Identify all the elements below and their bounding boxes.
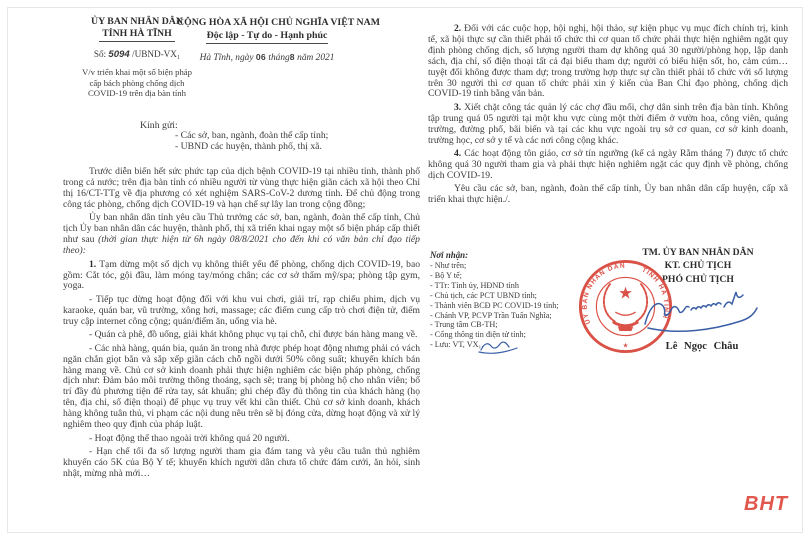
- seal-text-bottom: TỈNH HÀ TĨNH: [640, 266, 670, 320]
- list-item: - Trung tâm CB-TH;: [430, 320, 498, 330]
- salutation-block: [63, 120, 420, 152]
- clerk-initial-signature: [476, 337, 520, 355]
- seal-star-icon: ★: [622, 342, 629, 350]
- paragraph: - Hạn chế tối đa số lượng người tham gia đám tang và yêu cầu tuân thủ nghiêm khuyến cáo 5K của Bộ Y tế; khuyến khích người dân chưa tổ chức đám cưới, ăn hỏi, sinh nhật, mừng nhà mới…: [63, 446, 420, 479]
- list-item: - TTr: Tỉnh ủy, HĐND tỉnh: [430, 280, 519, 290]
- paragraph: - Các nhà hàng, quán bia, quán ăn trong nhà được phép hoạt động nhưng phải có vách ngăn chắn giọt bắn và sắp xếp giãn cách chỗ ngồi dưới 50% công suất; khuyến khích bán hàng mang về. Chủ cơ sở kinh doanh phải thực hiện nghiêm các biện pháp phòng, chống dịch như: Đảm bảo môi trường thông thoáng, sạch sẽ; trang bị phòng hộ cho nhân viên; bố trí đầy đủ phương tiện để rửa tay, sát khuẩn; ghi chép đầy đủ thông tin của khách hàng (họ tên, địa chỉ, số điện thoại) để phục vụ truy vết khi cần thiết. Chủ cơ sở kinh doanh, khách hàng không tuân thủ, vi phạm các nội dung nêu trên sẽ bị đóng cửa, dừng hoạt động và xử lý nghiêm theo quy định của pháp luật.: [63, 342, 420, 431]
- distribution-title: Nơi nhận:: [430, 250, 469, 260]
- list-item: - Các sở, ban, ngành, đoàn thể cấp tỉnh;: [175, 130, 329, 141]
- bht-logo: BHT: [744, 493, 789, 515]
- paragraph: Yêu cầu các sở, ban, ngành, đoàn thể cấp tỉnh, Ủy ban nhân dân cấp huyện, cấp xã triển khai thực hiện./.: [428, 183, 788, 206]
- list-item: - Thành viên BCĐ PC COVID-19 tỉnh;: [430, 300, 559, 310]
- document-subject: [63, 67, 211, 99]
- list-item: - Cổng thông tin điện tử tỉnh;: [430, 330, 526, 340]
- salutation-label: Kính gửi:: [140, 120, 178, 131]
- list-item: cấp bách phòng chống dịch: [89, 77, 185, 88]
- list-item: - Lưu: VT, VX₁.: [430, 340, 484, 350]
- seal-text-top: ỦY BAN NHÂN DÂN: [581, 262, 626, 325]
- paragraph: - Hoạt động thể thao ngoài trời không quá 20 người.: [89, 432, 290, 444]
- paragraph: - Quán cà phê, đồ uống, giải khát không phục vụ tại chỗ, chỉ được bán hàng mang về.: [89, 329, 418, 341]
- national-motto: Độc lập - Tự do - Hạnh phúc: [177, 30, 357, 41]
- paragraph: Trước diễn biến hết sức phức tạp của dịch bệnh COVID-19 tại nhiều tỉnh, thành phố trong cả nước; trên địa bàn tỉnh có nhiều người từ vùng thực hiện giãn cách xã hội theo Chỉ thị 16/CT-TTg về địa phương có xét nghiệm SARS-CoV-2 dương tính. Để chủ động trong công tác phòng, chống dịch COVID-19 và hạn chế sự lây lan trong cộng đồng;: [63, 166, 420, 210]
- document-number-value: 5094: [108, 49, 130, 60]
- issuer-province: TỈNH HÀ TĨNH: [63, 28, 211, 40]
- list-item: V/v triển khai một số biện pháp: [81, 67, 193, 77]
- signer-name: Lê Ngọc Châu: [665, 341, 739, 352]
- national-header-block: [177, 17, 380, 63]
- dateline: Hà Tĩnh, ngày 06 tháng8 năm 2021: [199, 52, 335, 63]
- list-item: COVID-19 trên địa bàn tỉnh: [88, 88, 186, 99]
- national-title: CỘNG HÒA XÃ HỘI CHỦ NGHĨA VIỆT NAM: [177, 17, 380, 28]
- paragraph: 1. Tạm dừng một số dịch vụ không thiết yếu để phòng, chống dịch COVID-19, bao gồm: Cắt tóc, gội đầu, làm móng tay/móng chân; các cơ sở thẩm mỹ/spa; phòng tập gym, yoga.: [63, 258, 420, 292]
- body-left: [63, 167, 420, 480]
- body-right: [428, 24, 788, 206]
- paragraph: - Tiếp tục dừng hoạt động đối với khu vui chơi, giải trí, rạp chiếu phim, dịch vụ karaoke, quán bar, vũ trường, xông hơi, massage; các điểm cung cấp trò chơi điện tử, điểm truy cập internet công cộng; quán/điểm ăn, uống vỉa hè.: [63, 293, 420, 327]
- list-item: - Như trên;: [430, 261, 467, 270]
- list-item: - Chủ tịch, các PCT UBND tỉnh;: [430, 290, 537, 300]
- document-number-suffix: /UBND-VX₁: [132, 49, 181, 59]
- paragraph: 4. Các hoạt động tôn giáo, cơ sở tín ngưỡng (kể cả ngày Rằm tháng 7) được tổ chức không quá 30 người tham gia và phải thực hiện nghiêm ngặt các quy định về phòng, chống dịch COVID-19.: [428, 148, 788, 181]
- salutation-recipients: [175, 131, 420, 152]
- list-item: - Bộ Y tế;: [430, 270, 462, 280]
- paragraph: 2. Đối với các cuộc họp, hội nghị, hội thảo, sự kiện phục vụ mục đích chính trị, kinh tế, xã hội thực sự cần thiết phải tổ chức thì cơ quan tổ chức phải thực hiện nghiêm ngặt quy định phòng chống dịch, số lượng người tham dự không quá 30 người/phòng họp, lập danh sách, địa chỉ, số điện thoại tất cả đại biểu tham dự; người có biểu hiện sốt, ho, cảm cúm… tuyệt đối không được tham dự; trong trường hợp thực sự cần thiết phải tổ chức với số lượng trên 30 người thì cơ quan tổ chức phải xin ý kiến của Ban Chỉ đạo phòng, chống dịch COVID-19 tỉnh bằng văn bản.: [428, 23, 788, 100]
- right-page-column: [428, 24, 788, 209]
- signature-position: PHÓ CHỦ TỊCH: [662, 273, 734, 285]
- paragraph: 3. Xiết chặt công tác quản lý các chợ đầu mối, chợ dân sinh trên địa bàn tỉnh. Không tập trung quá 05 người tại một khu vực cùng một thời điểm ở vườn hoa, công viên, quảng trường, đường phố, bãi biển và tại các khu vực ngoài trụ sở cơ quan, cơ sở kinh doanh, trường học, cơ sở y tế và các nơi công cộng khác.: [428, 101, 788, 146]
- list-item: - Chánh VP, PCVP Trần Tuấn Nghĩa;: [430, 310, 552, 320]
- signature-capacity: KT. CHỦ TỊCH: [664, 260, 732, 272]
- left-page-column: [63, 16, 420, 482]
- signer-signature: [638, 283, 763, 335]
- issuer-name: ỦY BAN NHÂN DÂN: [91, 16, 183, 27]
- svg-text:★: ★: [618, 283, 633, 303]
- paragraph: Ủy ban nhân dân tỉnh yêu cầu Thủ trưởng các sở, ban, ngành, đoàn thể cấp tỉnh, Chủ tịch Ủy ban nhân dân các huyện, thành phố, thị xã triển khai ngay một số biện pháp cấp thiết như sau (thời gian thực hiện từ 6h ngày 08/8/2021 cho đến khi có văn bản chỉ đạo tiếp theo):: [63, 212, 420, 257]
- document-number-label: Số:: [93, 49, 107, 59]
- signature-authority: TM. ỦY BAN NHÂN DÂN: [642, 247, 754, 258]
- list-item: - UBND các huyện, thành phố, thị xã.: [175, 140, 322, 152]
- letterhead: [63, 16, 420, 117]
